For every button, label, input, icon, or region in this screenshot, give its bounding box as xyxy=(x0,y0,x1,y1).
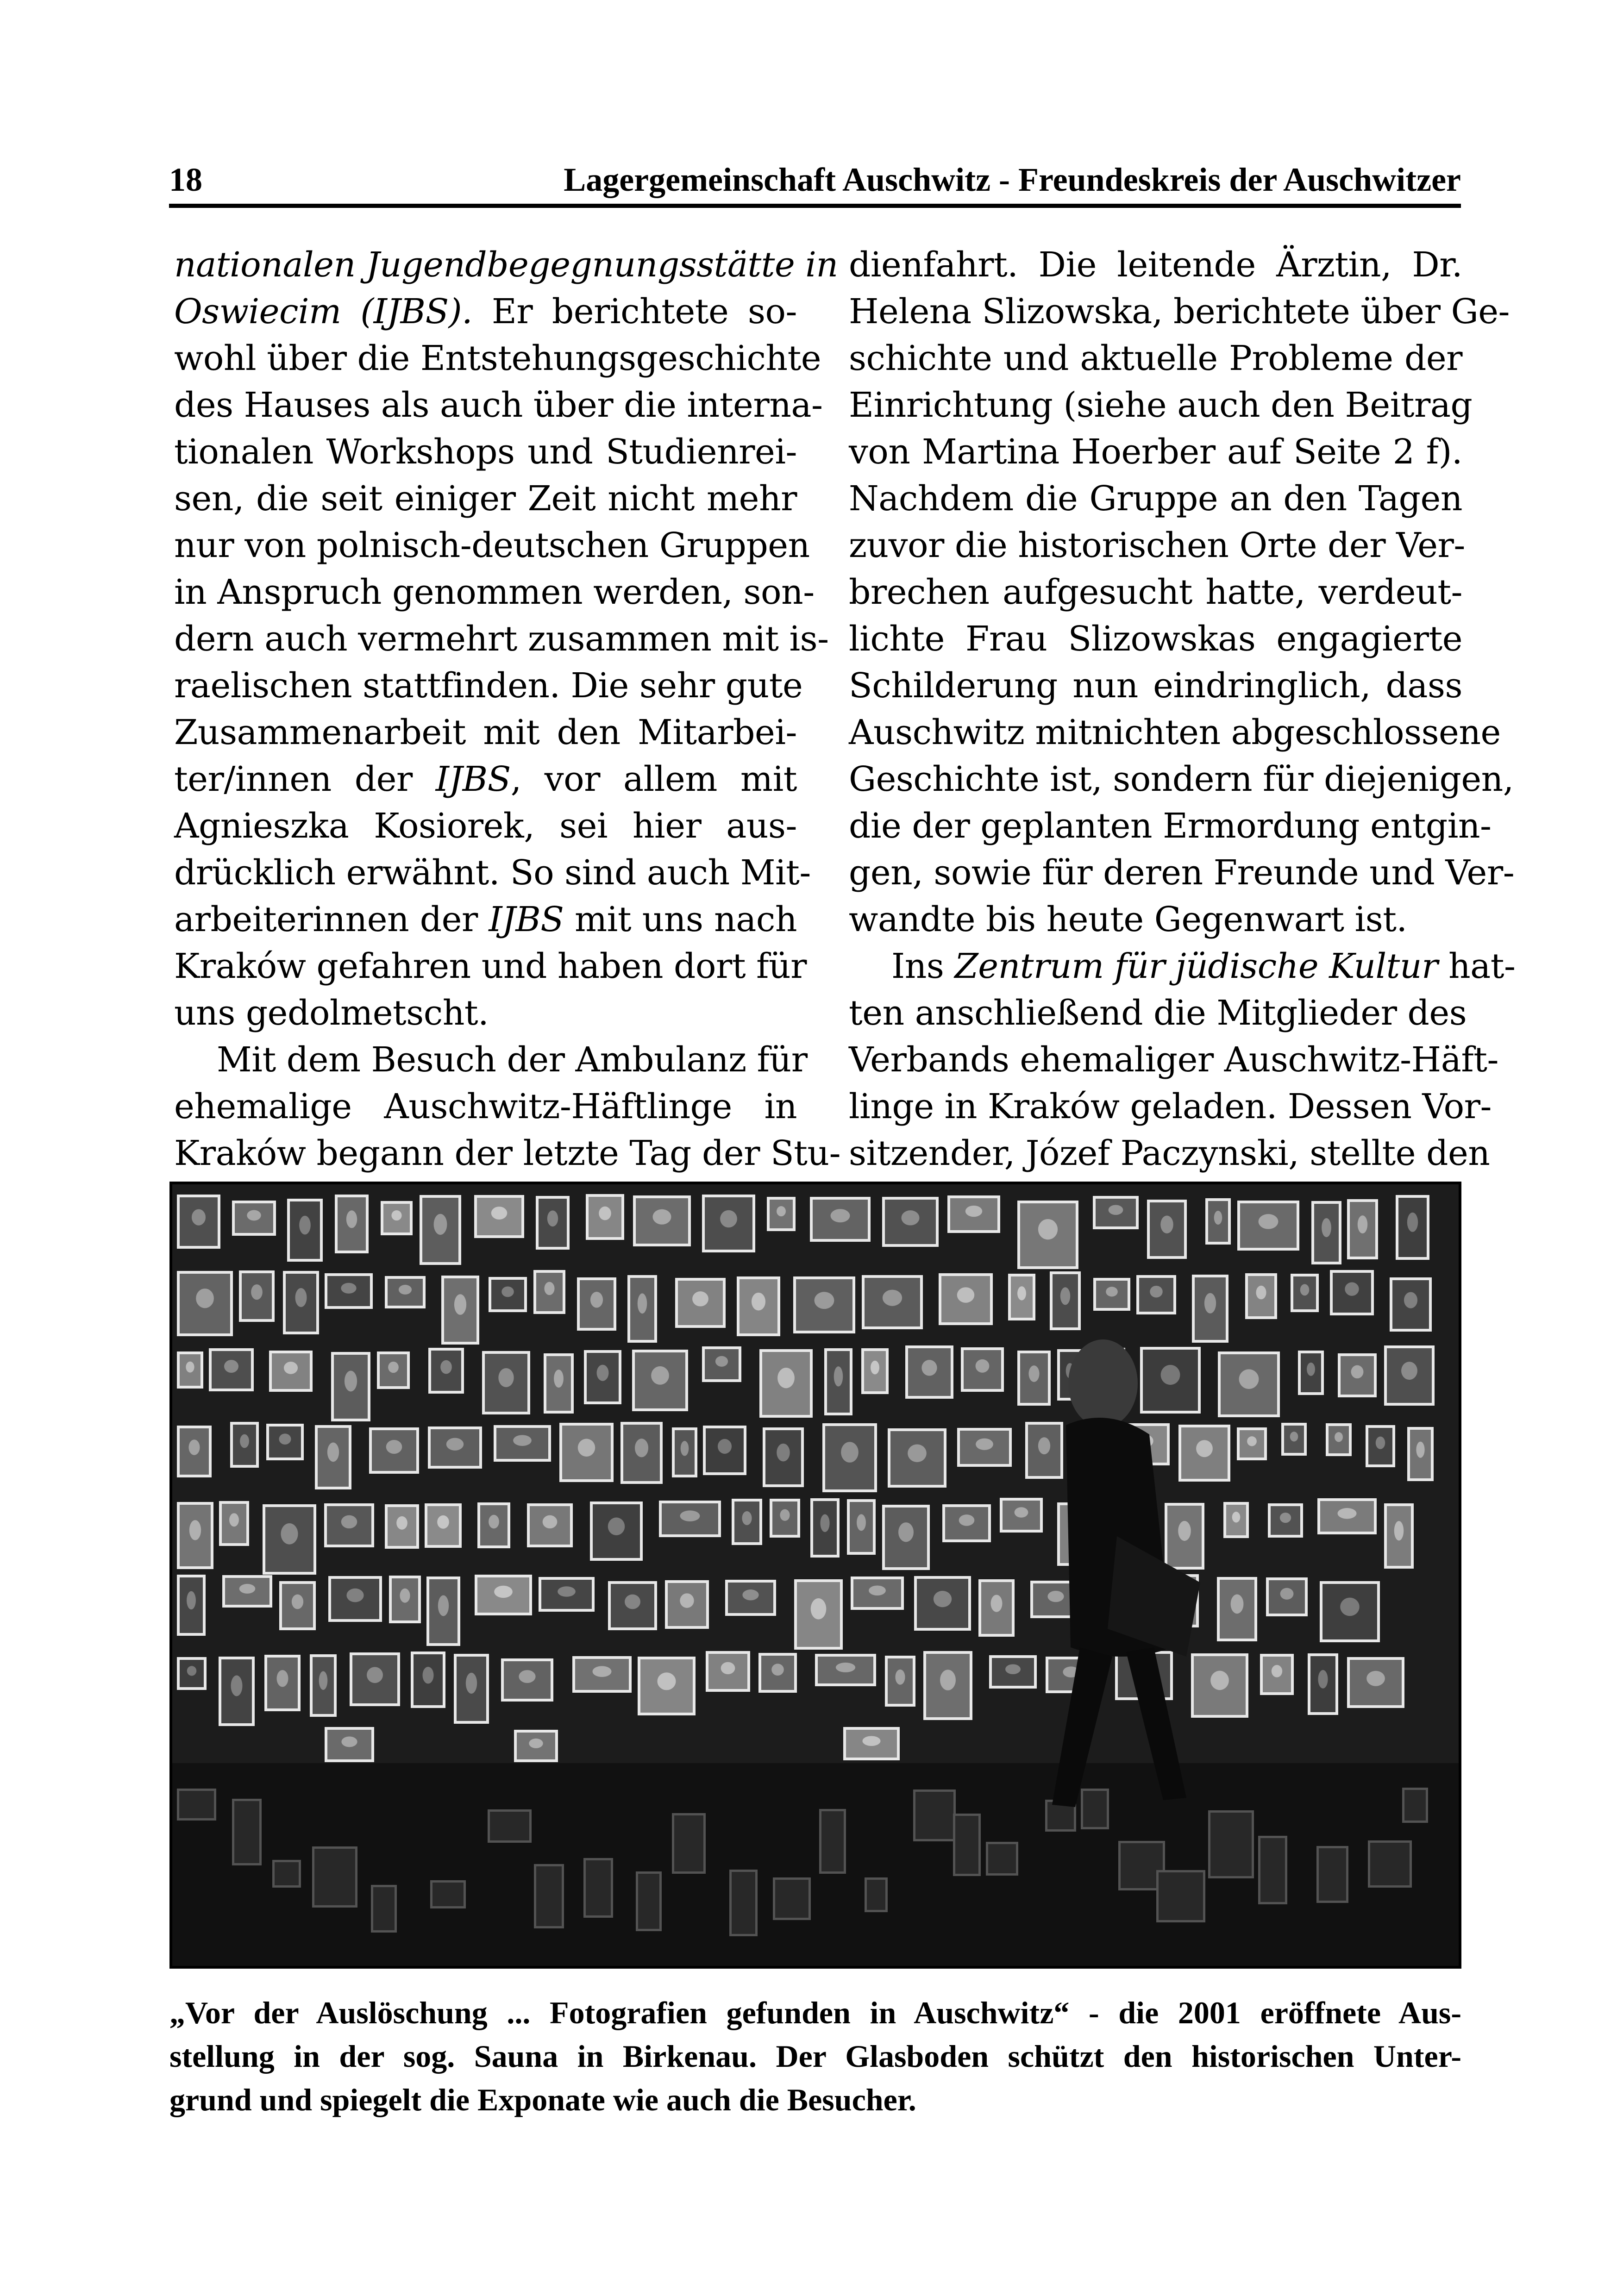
text-line: dienfahrt. Die leitende Ärztin, Dr. xyxy=(849,245,1462,285)
text-line: wandte bis heute Gegenwart ist. xyxy=(849,900,1407,939)
text-line: Verbands ehemaliger Auschwitz-Häft- xyxy=(849,1040,1498,1080)
text-line: linge in Kraków geladen. Dessen Vor- xyxy=(849,1087,1492,1126)
text-line: wohl über die Entstehungsgeschichte xyxy=(174,338,821,378)
text-line: Kraków gefahren und haben dort für xyxy=(174,946,807,986)
text-line: Auschwitz mitnichten abgeschlossene xyxy=(849,713,1501,752)
text-line: gen, sowie für deren Freunde und Ver- xyxy=(849,853,1515,893)
running-header xyxy=(169,148,1461,208)
text-line: des Hauses als auch über die interna- xyxy=(174,385,823,425)
text-line: Geschichte ist, sondern für diejenigen, xyxy=(849,759,1514,799)
text-line: lichte Frau Slizowskas engagierte xyxy=(849,619,1462,659)
text-line: raelischen stattfinden. Die sehr gute xyxy=(174,666,803,706)
text-line: nur von polnisch-deutschen Gruppen xyxy=(174,526,810,565)
text-line: Kraków begann der letzte Tag der Stu- xyxy=(174,1133,841,1173)
exhibition-photo xyxy=(169,1182,1461,1969)
text-line: Schilderung nun eindringlich, dass xyxy=(849,666,1462,706)
left-text-column xyxy=(174,242,841,1177)
text-line: ten anschließend die Mitglieder des xyxy=(849,993,1467,1033)
text-line: von Martina Hoerber auf Seite 2 f). xyxy=(849,432,1462,472)
text-line: ter/innen der IJBS, vor allem mit xyxy=(174,759,797,799)
text-line: in Anspruch genommen werden, son- xyxy=(174,572,815,612)
caption-line: „Vor der Auslöschung ... Fotografien gefunden in Auschwitz“ - die 2001 eröffnete Aus- xyxy=(169,1995,1461,2030)
text-line: Zusammenarbeit mit den Mitarbei- xyxy=(174,713,797,752)
text-line: nationalen Jugendbegegnungsstätte in xyxy=(174,245,838,285)
text-line: die der geplanten Ermordung entgin- xyxy=(849,806,1492,846)
text-line: zuvor die historischen Orte der Ver- xyxy=(849,526,1465,565)
text-line: Helena Slizowska, berichtete über Ge- xyxy=(849,292,1510,332)
running-header-title: Lagergemeinschaft Auschwitz - Freundeskreis der Auschwitzer xyxy=(564,161,1461,198)
text-line: schichte und aktuelle Probleme der xyxy=(849,338,1462,378)
text-line: sen, die seit einiger Zeit nicht mehr xyxy=(174,479,797,519)
text-line: dern auch vermehrt zusammen mit is- xyxy=(174,619,829,659)
text-line: sitzender, Józef Paczynski, stellte den xyxy=(849,1133,1490,1173)
text-line: tionalen Workshops und Studienrei- xyxy=(174,432,797,472)
text-line: uns gedolmetscht. xyxy=(174,993,489,1033)
text-line: Nachdem die Gruppe an den Tagen xyxy=(849,479,1462,519)
photo-caption xyxy=(169,1991,1461,2121)
text-line: Mit dem Besuch der Ambulanz für xyxy=(217,1040,808,1080)
right-text-column xyxy=(849,242,1516,1177)
text-line: drücklich erwähnt. So sind auch Mit- xyxy=(174,853,811,893)
photo-wall-of-portraits xyxy=(172,1184,1459,1966)
text-line: ehemalige Auschwitz-Häftlinge in xyxy=(174,1087,797,1126)
text-line: brechen aufgesucht hatte, verdeut- xyxy=(849,572,1462,612)
page-number: 18 xyxy=(169,161,202,198)
text-line: arbeiterinnen der IJBS mit uns nach xyxy=(174,900,797,939)
text-line: Agnieszka Kosiorek, sei hier aus- xyxy=(174,806,797,846)
text-line: Einrichtung (siehe auch den Beitrag xyxy=(849,385,1473,425)
text-line: Oswiecim (IJBS). Er berichtete so- xyxy=(174,292,797,332)
caption-line: stellung in der sog. Sauna in Birkenau. Der Glasboden schützt den historischen Unter- xyxy=(169,2039,1461,2074)
text-line: Ins Zentrum für jüdische Kultur hat- xyxy=(891,946,1516,986)
caption-line: grund und spiegelt die Exponate wie auch die Besucher. xyxy=(169,2082,916,2117)
